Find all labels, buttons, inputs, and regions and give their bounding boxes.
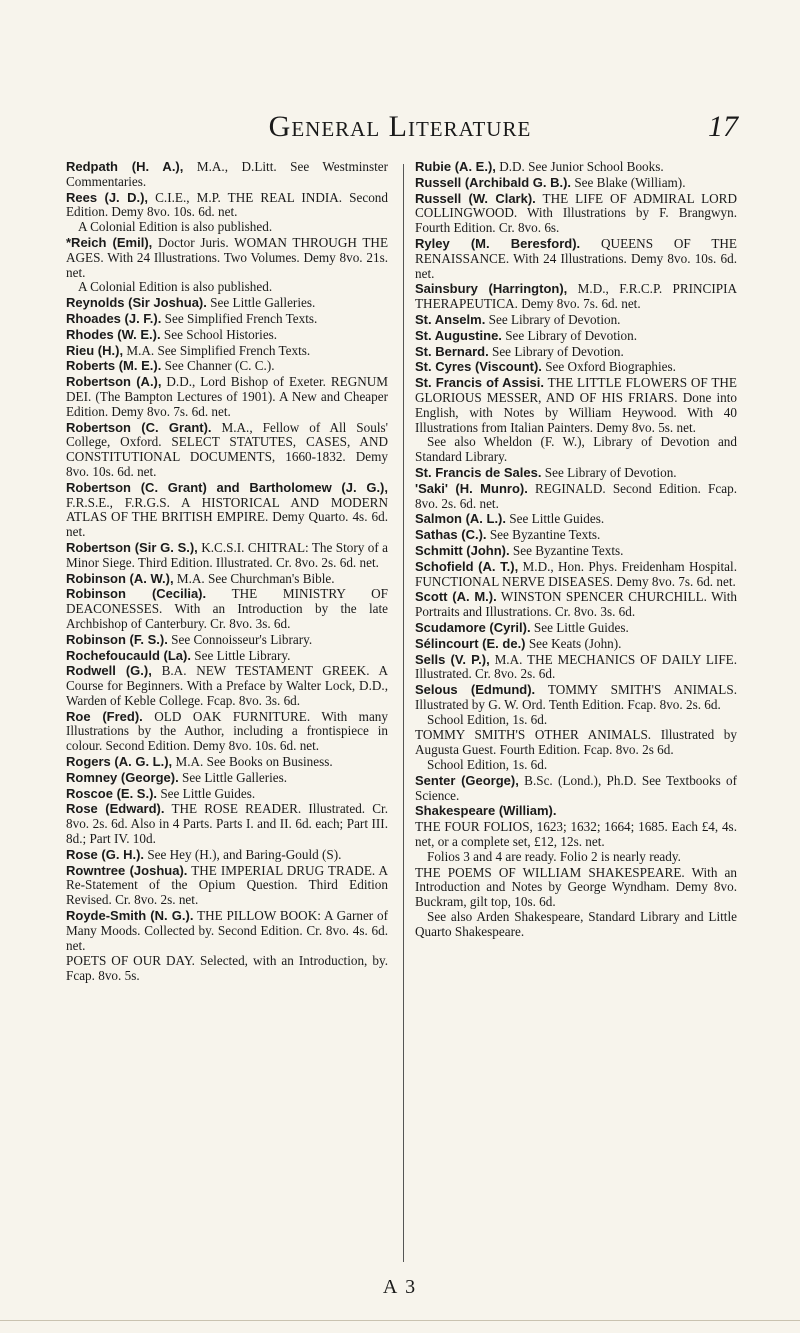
entry-description: THE ROSE READER. Illustrated. Cr. 8vo. 2s. 6d. Also in 4 Parts. Parts I. and II. 6d. each; Part III. 8d.; Part IV. 10d. bbox=[66, 801, 389, 847]
entry-note: A Colonial Edition is also published. bbox=[78, 219, 273, 235]
left-column bbox=[66, 160, 388, 985]
entry-description: THE LITTLE FLOWERS OF THE GLORIOUS MESSER, AND OF HIS FRIARS. Done into English, with Notes by William Heywood. With 40 Illustrations from Italian Painters. Demy 8vo. 5s. net. bbox=[415, 375, 737, 435]
catalogue-entry bbox=[66, 710, 388, 754]
catalogue-entry bbox=[66, 541, 388, 571]
entry-description: THE FOUR FOLIOS, 1623; 1632; 1664; 1685. Each £4, 4s. net, or a complete set, £12, 12s. net. bbox=[415, 819, 737, 850]
entry-author: Sainsbury (Harrington), bbox=[415, 281, 568, 297]
catalogue-entry bbox=[415, 345, 737, 360]
entry-author: Robertson (A.), bbox=[66, 374, 162, 390]
entry-author: Rochefoucauld (La). bbox=[66, 647, 191, 663]
entry-description: TOMMY SMITH'S ANIMALS. Illustrated by G. W. Ord. Tenth Edition. Fcap. 8vo. 2s. 6d. bbox=[415, 682, 737, 712]
entry-author: Robertson (C. Grant) and Bartholomew (J. G.), bbox=[66, 479, 388, 495]
entry-description: See Byzantine Texts. bbox=[489, 527, 601, 543]
catalogue-entry bbox=[66, 649, 388, 664]
entry-author: Schofield (A. T.), bbox=[415, 558, 519, 574]
entry-author: Schmitt (John). bbox=[415, 542, 510, 558]
entry-author: Roberts (M. E.). bbox=[66, 358, 162, 374]
entry-description: See Keats (John). bbox=[528, 635, 622, 651]
entry-description: See School Histories. bbox=[163, 326, 278, 342]
entry-author: *Reich (Emil), bbox=[66, 234, 153, 250]
catalogue-entry bbox=[415, 482, 737, 512]
catalogue-entry bbox=[415, 160, 737, 175]
entry-description: B.A. NEW TESTAMENT GREEK. A Course for Beginners. With a Preface by Walter Lock, D.D., Warden of Keble College. Fcap. 8vo. 3s. 6d. bbox=[66, 663, 388, 708]
entry-description: See Library of Devotion. bbox=[544, 464, 677, 480]
catalogue-entry bbox=[66, 236, 388, 295]
catalogue-entry bbox=[415, 544, 737, 559]
entry-description: M.A., D.Litt. See Westminster Commentaries. bbox=[66, 159, 389, 189]
catalogue-entry bbox=[415, 192, 737, 236]
entry-author: Royde-Smith (N. G.). bbox=[66, 908, 194, 924]
catalogue-entry bbox=[66, 787, 388, 802]
entry-description: See Little Guides. bbox=[509, 511, 605, 527]
entry-author: St. Cyres (Viscount). bbox=[415, 359, 542, 375]
entry-description: B.Sc. (Lond.), Ph.D. See Textbooks of Science. bbox=[415, 772, 737, 803]
entry-description: D.D., Lord Bishop of Exeter. REGNUM DEI. (The Bampton Lectures of 1901). A New and Cheaper Edition. Demy 8vo. 7s. 6d. net. bbox=[66, 374, 388, 419]
catalogue-entry bbox=[415, 866, 737, 940]
entry-description: See Library of Devotion. bbox=[488, 311, 621, 327]
entry-description: M.D., Hon. Phys. Freidenham Hospital. FUNCTIONAL NERVE DISEASES. Demy 8vo. 7s. 6d. net. bbox=[415, 558, 737, 589]
entry-description: See Little Galleries. bbox=[210, 295, 316, 311]
catalogue-entry bbox=[66, 572, 388, 587]
entry-description: See Blake (William). bbox=[574, 174, 686, 190]
entry-author: Russell (W. Clark). bbox=[415, 190, 536, 206]
entry-author: Sells (V. P.), bbox=[415, 651, 490, 667]
entry-note: See also Arden Shakespeare, Standard Library and Little Quarto Shakespeare. bbox=[415, 909, 737, 939]
entry-description: F.R.S.E., F.R.G.S. A HISTORICAL AND MODERN ATLAS OF THE BRITISH EMPIRE. Demy Quarto. 4s. 6d. net. bbox=[66, 494, 388, 540]
right-column bbox=[415, 160, 737, 941]
entry-note: School Edition, 1s. 6d. bbox=[427, 711, 548, 727]
entry-author: Shakespeare (William). bbox=[415, 803, 557, 819]
catalogue-entry bbox=[66, 160, 388, 190]
entry-description: See Byzantine Texts. bbox=[512, 542, 624, 558]
entry-description: See Hey (H.), and Baring-Gould (S). bbox=[147, 846, 342, 862]
entry-description: OLD OAK FURNITURE. With many Illustrations by the Author, including a frontispiece in colour. Second Edition. Demy 8vo. 10s. 6d. net. bbox=[66, 708, 388, 754]
entry-description: THE MINISTRY OF DEACONESSES. With an Introduction by the late Archbishop of Canterbury. Cr. 8vo. 3s. 6d. bbox=[66, 586, 388, 631]
catalogue-entry bbox=[66, 481, 388, 540]
entry-description: WINSTON SPENCER CHURCHILL. With Portraits and Illustrations. Cr. 8vo. 3s. 6d. bbox=[415, 589, 738, 620]
entry-description: M.A. See Simplified French Texts. bbox=[126, 342, 311, 358]
entry-description: M.A., Fellow of All Souls' College, Oxford. SELECT STATUTES, CASES, AND CONSTITUTIONAL DOCUMENTS, 1660-1832. Demy 8vo. 10s. 6d. net. bbox=[66, 419, 389, 479]
entry-author: St. Francis of Assisi. bbox=[415, 375, 544, 391]
catalogue-entry bbox=[66, 375, 388, 419]
entry-author: Rowntree (Joshua). bbox=[66, 862, 188, 878]
catalogue-entry bbox=[415, 560, 737, 590]
entry-author: Robertson (C. Grant). bbox=[66, 419, 212, 435]
catalogue-entry bbox=[66, 664, 388, 708]
entry-author: Selous (Edmund). bbox=[415, 682, 536, 698]
entry-description: See Library of Devotion. bbox=[491, 343, 624, 359]
catalogue-entry bbox=[415, 774, 737, 804]
entry-description: See Little Galleries. bbox=[181, 769, 288, 785]
catalogue-entry bbox=[66, 296, 388, 311]
entry-author: Rose (Edward). bbox=[66, 801, 165, 817]
entry-description: POETS OF OUR DAY. Selected, with an Introduction, by. Fcap. 8vo. 5s. bbox=[66, 953, 388, 984]
entry-description: See Simplified French Texts. bbox=[164, 310, 318, 326]
entry-description: TOMMY SMITH'S OTHER ANIMALS. Illustrated by Augusta Guest. Fourth Edition. Fcap. 8vo. 2s 6d. bbox=[415, 727, 737, 758]
entry-author: Senter (George), bbox=[415, 772, 519, 788]
entry-description: REGINALD. Second Edition. Fcap. 8vo. 2s. 6d. net. bbox=[415, 480, 737, 511]
entry-author: Rubie (A. E.), bbox=[415, 159, 496, 174]
entry-author: Sathas (C.). bbox=[415, 527, 487, 543]
column-divider bbox=[403, 164, 404, 1262]
entry-description: M.A. See Books on Business. bbox=[175, 754, 333, 770]
catalogue-entry bbox=[66, 771, 388, 786]
catalogue-entry bbox=[415, 683, 737, 727]
catalogue-entry bbox=[415, 360, 737, 375]
entry-author: Rogers (A. G. L.), bbox=[66, 754, 173, 770]
catalogue-entry bbox=[415, 528, 737, 543]
entry-description: Doctor Juris. WOMAN THROUGH THE AGES. With 24 Illustrations. Two Volumes. Demy 8vo. 21s. net. bbox=[66, 234, 389, 280]
catalogue-entry bbox=[415, 637, 737, 652]
entry-author: Russell (Archibald G. B.). bbox=[415, 174, 572, 190]
entry-author: St. Francis de Sales. bbox=[415, 464, 542, 480]
entry-author: Robertson (Sir G. S.), bbox=[66, 539, 198, 555]
catalogue-entry bbox=[415, 313, 737, 328]
catalogue-entry bbox=[66, 359, 388, 374]
entry-description: See Library of Devotion. bbox=[505, 327, 638, 343]
catalogue-entry bbox=[415, 176, 737, 191]
entry-author: Romney (George). bbox=[66, 769, 179, 785]
entry-author: St. Anselm. bbox=[415, 311, 486, 327]
entry-author: Robinson (Cecilia). bbox=[66, 586, 207, 602]
entry-author: Salmon (A. L.). bbox=[415, 511, 506, 527]
catalogue-entry bbox=[415, 512, 737, 527]
catalogue-entry bbox=[415, 804, 737, 819]
catalogue-entry bbox=[66, 312, 388, 327]
signature-mark: A 3 bbox=[382, 1276, 418, 1298]
entry-note: Folios 3 and 4 are ready. Folio 2 is nearly ready. bbox=[427, 848, 681, 864]
entry-description: M.A. THE MECHANICS OF DAILY LIFE. Illustrated. Cr. 8vo. 2s. 6d. bbox=[415, 651, 738, 682]
entry-description: THE POEMS OF WILLIAM SHAKESPEARE. With an Introduction and Notes by George Wyndham. Demy 8vo. Buckram, gilt top, 10s. 6d. bbox=[415, 864, 737, 910]
entry-description: See Little Library. bbox=[194, 647, 291, 663]
entry-description: See Channer (C. C.). bbox=[164, 358, 275, 374]
entry-author: Rees (J. D.), bbox=[66, 189, 149, 205]
catalogue-entry bbox=[66, 909, 388, 953]
catalogue-entry bbox=[66, 954, 388, 984]
catalogue-entry bbox=[66, 864, 388, 908]
catalogue-entry bbox=[66, 421, 388, 480]
entry-description: THE LIFE OF ADMIRAL LORD COLLINGWOOD. With Illustrations by F. Brangwyn. Fourth Edition. Cr. 8vo. 6s. bbox=[415, 190, 738, 236]
entry-author: St. Augustine. bbox=[415, 327, 502, 343]
catalogue-entry bbox=[415, 237, 737, 281]
entry-description: QUEENS OF THE RENAISSANCE. With 24 Illustrations. Demy 8vo. 10s. 6d. net. bbox=[415, 235, 737, 281]
catalogue-entry bbox=[66, 587, 388, 631]
catalogue-entry bbox=[415, 653, 737, 683]
page-edge bbox=[0, 1320, 800, 1321]
entry-note: A Colonial Edition is also published. bbox=[78, 279, 273, 295]
catalogue-entry bbox=[66, 755, 388, 770]
catalogue-entry bbox=[66, 848, 388, 863]
entry-note: School Edition, 1s. 6d. bbox=[427, 757, 548, 773]
entry-author: Rhoades (J. F.). bbox=[66, 310, 162, 326]
catalogue-entry bbox=[66, 802, 388, 846]
catalogue-entry bbox=[415, 728, 737, 772]
entry-author: Ryley (M. Beresford). bbox=[415, 235, 581, 251]
catalogue-entry bbox=[415, 466, 737, 481]
entry-author: Roscoe (E. S.). bbox=[66, 785, 158, 801]
page-title: General Literature bbox=[268, 110, 532, 143]
entry-author: Reynolds (Sir Joshua). bbox=[66, 295, 207, 311]
catalogue-entry bbox=[415, 820, 737, 864]
catalogue-entry bbox=[66, 328, 388, 343]
catalogue-entry bbox=[66, 344, 388, 359]
entry-author: Redpath (H. A.), bbox=[66, 159, 184, 174]
running-header bbox=[62, 110, 738, 142]
entry-description: See Connoisseur's Library. bbox=[171, 631, 313, 647]
catalogue-entry bbox=[415, 282, 737, 312]
catalogue-entry bbox=[66, 191, 388, 235]
entry-description: THE PILLOW BOOK: A Garner of Many Moods. Collected by. Second Edition. Cr. 8vo. 4s. 6d. net. bbox=[66, 908, 388, 953]
entry-description: See Little Guides. bbox=[533, 619, 629, 635]
entry-note: See also Wheldon (F. W.), Library of Devotion and Standard Library. bbox=[415, 434, 737, 465]
entry-author: Rodwell (G.), bbox=[66, 663, 152, 679]
catalogue-entry bbox=[66, 633, 388, 648]
entry-author: Sélincourt (E. de.) bbox=[415, 635, 526, 651]
entry-description: M.D., F.R.C.P. PRINCIPIA THERAPEUTICA. Demy 8vo. 7s. 6d. net. bbox=[415, 281, 737, 312]
entry-description: See Little Guides. bbox=[160, 785, 256, 801]
entry-author: Rose (G. H.). bbox=[66, 846, 145, 862]
catalogue-entry bbox=[415, 376, 737, 465]
entry-author: Scudamore (Cyril). bbox=[415, 619, 531, 635]
entry-description: D.D. See Junior School Books. bbox=[499, 159, 664, 174]
entry-description: M.A. See Churchman's Bible. bbox=[176, 570, 335, 586]
entry-author: Robinson (F. S.). bbox=[66, 631, 168, 647]
catalogue-entry bbox=[415, 621, 737, 636]
entry-author: St. Bernard. bbox=[415, 343, 489, 359]
entry-author: 'Saki' (H. Munro). bbox=[415, 480, 528, 496]
entry-author: Rhodes (W. E.). bbox=[66, 326, 161, 342]
entry-author: Robinson (A. W.), bbox=[66, 570, 174, 586]
entry-author: Roe (Fred). bbox=[66, 708, 143, 724]
entry-description: C.I.E., M.P. THE REAL INDIA. Second Edition. Demy 8vo. 10s. 6d. net. bbox=[66, 189, 388, 220]
entry-description: See Oxford Biographies. bbox=[545, 359, 676, 375]
entry-author: Rieu (H.), bbox=[66, 342, 124, 358]
catalogue-entry bbox=[415, 590, 737, 620]
catalogue-entry bbox=[415, 329, 737, 344]
entry-description: K.C.S.I. CHITRAL: The Story of a Minor Siege. Third Edition. Illustrated. Cr. 8vo. 2s. 6d. net. bbox=[66, 539, 389, 570]
entry-author: Scott (A. M.). bbox=[415, 589, 497, 605]
page-number: 17 bbox=[708, 110, 738, 143]
entry-description: THE IMPERIAL DRUG TRADE. A Re-Statement of the Opium Question. Third Edition Revised. Cr. 8vo. 2s. net. bbox=[66, 862, 389, 908]
